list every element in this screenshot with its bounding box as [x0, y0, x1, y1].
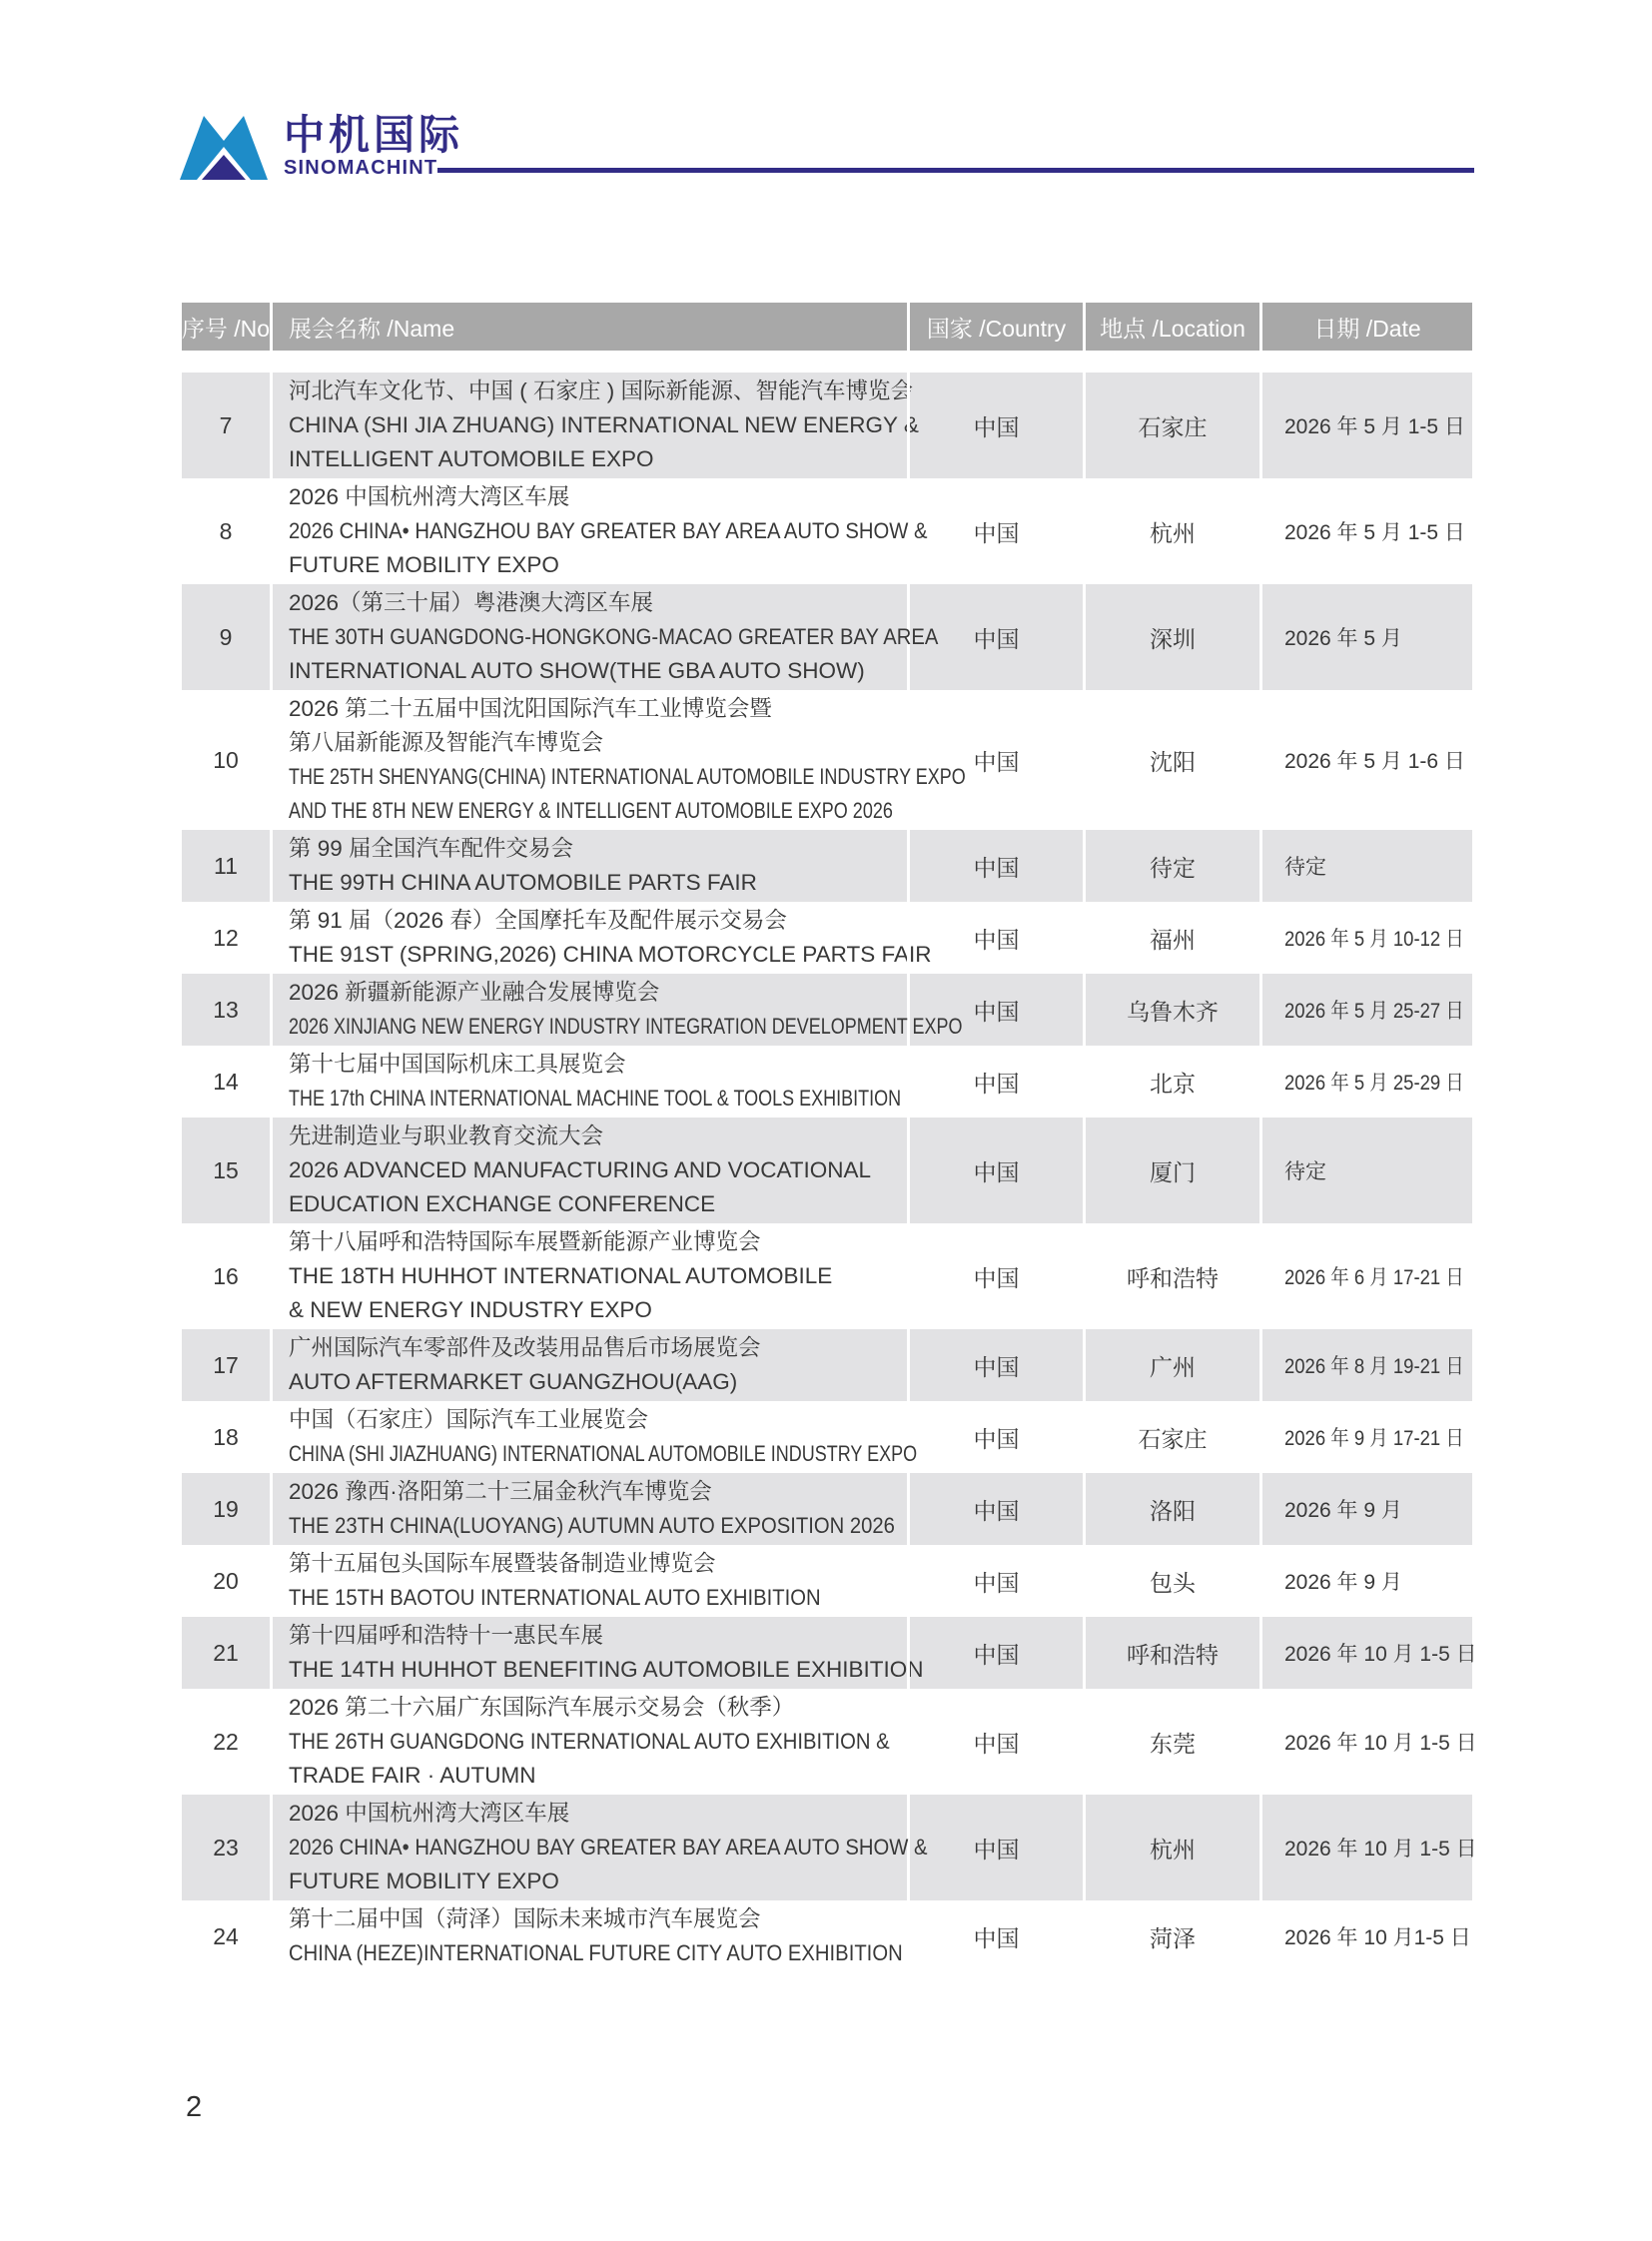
row-location: 北京	[1083, 1046, 1259, 1118]
row-country: 中国	[907, 974, 1083, 1046]
name-line: 第十四届呼和浩特十一惠民车展	[289, 1623, 604, 1648]
row-date: 待定	[1259, 1118, 1472, 1223]
name-line: AND THE 8TH NEW ENERGY & INTELLIGENT AUTOMOBILE EXPO 2026	[289, 798, 893, 823]
row-location: 杭州	[1083, 1795, 1259, 1900]
row-location: 广州	[1083, 1329, 1259, 1401]
row-date: 2026 年 10 月 1-5 日	[1259, 1617, 1472, 1689]
name-line: 2026 CHINA• HANGZHOU BAY GREATER BAY AREA AUTO SHOW &	[289, 518, 928, 543]
row-name	[270, 373, 919, 478]
row-no: 17	[213, 1351, 239, 1378]
row-country: 中国	[907, 830, 1083, 902]
row-no: 11	[214, 852, 238, 879]
row-country: 中国	[907, 1046, 1083, 1118]
row-date: 2026 年 10 月 1-5 日	[1259, 1795, 1472, 1900]
name-line: 2026 中国杭州湾大湾区车展	[289, 484, 570, 509]
name-line: 第 91 届（2026 春）全国摩托车及配件展示交易会	[289, 908, 787, 933]
row-name	[270, 1329, 907, 1401]
row-country: 中国	[907, 690, 1083, 830]
row-name	[270, 830, 907, 902]
name-line: THE 30TH GUANGDONG-HONGKONG-MACAO GREATER BAY AREA	[289, 624, 939, 649]
row-date: 2026 年 5 月 1-6 日	[1259, 690, 1472, 830]
row-date: 2026 年 5 月 25-29 日	[1259, 1046, 1472, 1118]
name-line: 先进制造业与职业教育交流大会	[289, 1123, 604, 1148]
table-row	[182, 478, 1472, 584]
table-body	[182, 373, 1477, 1972]
row-country: 中国	[907, 1689, 1083, 1795]
name-line: 2026 XINJIANG NEW ENERGY INDUSTRY INTEGRATION DEVELOPMENT EXPO	[289, 1014, 963, 1039]
name-line: 第八届新能源及智能汽车博览会	[289, 730, 604, 755]
row-date: 2026 年 6 月 17-21 日	[1259, 1223, 1472, 1329]
row-name	[270, 1900, 907, 1972]
table-header-row	[182, 303, 1472, 351]
row-name	[270, 1401, 918, 1473]
name-line: THE 25TH SHENYANG(CHINA) INTERNATIONAL AUTOMOBILE INDUSTRY EXPO	[289, 764, 966, 789]
name-line: 广州国际汽车零部件及改装用品售后市场展览会	[289, 1335, 761, 1360]
row-no: 20	[213, 1567, 239, 1594]
name-line: 2026 第二十六届广东国际汽车展示交易会（秋季）	[289, 1695, 795, 1720]
row-location: 包头	[1083, 1545, 1259, 1617]
name-line: 2026 CHINA• HANGZHOU BAY GREATER BAY AREA AUTO SHOW &	[289, 1835, 928, 1860]
row-location: 福州	[1083, 902, 1259, 974]
name-line: CHINA (SHI JIAZHUANG) INTERNATIONAL AUTOMOBILE INDUSTRY EXPO	[289, 1441, 918, 1466]
name-line: 2026（第三十届）粤港澳大湾区车展	[289, 590, 654, 615]
name-line: THE 14TH HUHHOT BENEFITING AUTOMOBILE EXHIBITION	[289, 1657, 924, 1682]
header-no: 序号 /No	[181, 315, 271, 342]
table-row	[182, 1118, 1472, 1223]
header-country: 国家 /Country	[907, 303, 1083, 351]
row-date: 2026 年 9 月	[1259, 1473, 1472, 1545]
name-line: CHINA (SHI JIA ZHUANG) INTERNATIONAL NEW ENERGY &	[289, 412, 919, 437]
row-name	[270, 1689, 907, 1795]
row-date: 2026 年 5 月 10-12 日	[1259, 902, 1472, 974]
name-line: CHINA (HEZE)INTERNATIONAL FUTURE CITY AUTO EXHIBITION	[289, 1940, 903, 1965]
row-location: 洛阳	[1083, 1473, 1259, 1545]
row-country: 中国	[907, 478, 1083, 584]
name-line: 第十二届中国（菏泽）国际未来城市汽车展览会	[289, 1906, 761, 1931]
table-row	[182, 974, 1472, 1046]
name-line: THE 26TH GUANGDONG INTERNATIONAL AUTO EXHIBITION &	[289, 1729, 890, 1754]
row-date: 2026 年 5 月 1-5 日	[1259, 478, 1472, 584]
row-date: 2026 年 9 月	[1259, 1545, 1472, 1617]
name-line: 第十七届中国国际机床工具展览会	[289, 1052, 626, 1077]
row-location: 深圳	[1083, 584, 1259, 690]
table-row	[182, 830, 1472, 902]
name-line: THE 17th CHINA INTERNATIONAL MACHINE TOOL & TOOLS EXHIBITION	[289, 1086, 902, 1111]
row-country: 中国	[907, 1473, 1083, 1545]
name-line: 第十八届呼和浩特国际车展暨新能源产业博览会	[289, 1229, 761, 1254]
exhibition-table	[181, 303, 1477, 1972]
name-line: 2026 第二十五届中国沈阳国际汽车工业博览会暨	[289, 696, 772, 721]
table-row	[182, 1689, 1477, 1795]
row-location: 待定	[1083, 830, 1259, 902]
row-no: 14	[213, 1068, 239, 1095]
name-line: FUTURE MOBILITY EXPO	[289, 1868, 559, 1893]
table-row	[182, 1900, 1472, 1972]
name-line: EDUCATION EXCHANGE CONFERENCE	[289, 1191, 716, 1216]
name-line: INTELLIGENT AUTOMOBILE EXPO	[289, 446, 654, 471]
brand-name-english: SINOMACHINT	[284, 157, 438, 179]
row-country: 中国	[907, 1329, 1083, 1401]
row-no: 18	[213, 1423, 239, 1450]
table-row	[182, 1046, 1472, 1118]
brand-header	[180, 114, 463, 180]
header-rule-line	[437, 168, 1474, 173]
row-no: 10	[213, 746, 239, 773]
name-line: 河北汽车文化节、中国 ( 石家庄 ) 国际新能源、智能汽车博览会	[289, 378, 913, 403]
name-line: FUTURE MOBILITY EXPO	[289, 552, 559, 577]
table-row	[182, 1795, 1477, 1900]
row-location: 呼和浩特	[1083, 1223, 1259, 1329]
table-row	[182, 1617, 1477, 1689]
row-date: 2026 年 9 月 17-21 日	[1259, 1401, 1472, 1473]
name-line: 中国（石家庄）国际汽车工业展览会	[289, 1407, 649, 1432]
row-date: 2026 年 8 月 19-21 日	[1259, 1329, 1472, 1401]
row-name	[270, 1795, 928, 1900]
row-country: 中国	[907, 1900, 1083, 1972]
row-name	[270, 584, 939, 690]
table-row	[182, 373, 1472, 478]
row-location: 沈阳	[1083, 690, 1259, 830]
table-row	[182, 1473, 1472, 1545]
row-country: 中国	[907, 1545, 1083, 1617]
row-name	[270, 1118, 907, 1223]
row-country: 中国	[907, 902, 1083, 974]
name-line: THE 15TH BAOTOU INTERNATIONAL AUTO EXHIBITION	[289, 1585, 821, 1610]
table-row	[182, 584, 1472, 690]
row-date: 待定	[1259, 830, 1472, 902]
row-name	[270, 1473, 907, 1545]
name-line: THE 91ST (SPRING,2026) CHINA MOTORCYCLE PARTS FAIR	[289, 942, 932, 967]
row-location: 石家庄	[1083, 1401, 1259, 1473]
row-no: 16	[213, 1262, 239, 1289]
table-row	[182, 1401, 1472, 1473]
row-location: 厦门	[1083, 1118, 1259, 1223]
name-line: 2026 豫西·洛阳第二十三届金秋汽车博览会	[289, 1479, 712, 1504]
row-no: 12	[213, 924, 239, 951]
name-line: TRADE FAIR · AUTUMN	[289, 1763, 536, 1788]
row-country: 中国	[907, 1617, 1083, 1689]
row-date: 2026 年 5 月 25-27 日	[1259, 974, 1472, 1046]
row-no: 19	[213, 1495, 239, 1522]
table-row	[182, 1329, 1472, 1401]
row-name	[270, 690, 966, 830]
name-line: THE 18TH HUHHOT INTERNATIONAL AUTOMOBILE	[289, 1263, 833, 1288]
row-name	[270, 1545, 907, 1617]
name-line: THE 23TH CHINA(LUOYANG) AUTUMN AUTO EXPOSITION 2026	[289, 1513, 895, 1538]
row-name	[270, 1617, 924, 1689]
header-date: 日期 /Date	[1259, 303, 1472, 351]
row-no: 7	[219, 411, 233, 438]
row-country: 中国	[907, 1223, 1083, 1329]
table-row	[182, 1223, 1472, 1329]
row-no: 24	[213, 1922, 239, 1949]
name-line: & NEW ENERGY INDUSTRY EXPO	[289, 1297, 652, 1322]
table-row	[182, 1545, 1472, 1617]
name-line: 第 99 届全国汽车配件交易会	[289, 836, 574, 861]
row-no: 9	[219, 623, 233, 650]
row-country: 中国	[907, 1795, 1083, 1900]
table-row	[182, 902, 1472, 974]
name-line: 第十五届包头国际车展暨装备制造业博览会	[289, 1551, 716, 1576]
brand-text	[284, 114, 463, 179]
row-name	[270, 1046, 907, 1118]
row-no: 8	[219, 517, 233, 544]
row-date: 2026 年 10 月1-5 日	[1259, 1900, 1472, 1972]
row-no: 23	[213, 1834, 239, 1861]
row-country: 中国	[907, 373, 1083, 478]
row-country: 中国	[907, 1118, 1083, 1223]
row-name	[270, 902, 932, 974]
row-name	[270, 478, 928, 584]
row-name	[270, 974, 963, 1046]
row-no: 21	[213, 1639, 239, 1666]
row-no: 13	[213, 996, 239, 1023]
row-no: 22	[213, 1728, 239, 1755]
row-country: 中国	[907, 584, 1083, 690]
row-no: 15	[213, 1156, 239, 1183]
name-line: 2026 中国杭州湾大湾区车展	[289, 1801, 570, 1826]
row-date: 2026 年 5 月	[1259, 584, 1472, 690]
row-location: 呼和浩特	[1083, 1617, 1259, 1689]
name-line: THE 99TH CHINA AUTOMOBILE PARTS FAIR	[289, 870, 757, 895]
row-location: 东莞	[1083, 1689, 1259, 1795]
brand-name-chinese: 中机国际	[284, 112, 463, 158]
row-location: 菏泽	[1083, 1900, 1259, 1972]
row-date: 2026 年 5 月 1-5 日	[1259, 373, 1472, 478]
table-row	[182, 690, 1472, 830]
header-location: 地点 /Location	[1083, 303, 1259, 351]
row-location: 石家庄	[1083, 373, 1259, 478]
header-name: 展会名称 /Name	[270, 303, 907, 351]
page-number: 2	[186, 2091, 203, 2123]
name-line: AUTO AFTERMARKET GUANGZHOU(AAG)	[289, 1369, 738, 1394]
row-date: 2026 年 10 月 1-5 日	[1259, 1689, 1472, 1795]
row-location: 杭州	[1083, 478, 1259, 584]
sinomachint-logo-icon	[180, 114, 268, 180]
name-line: 2026 新疆新能源产业融合发展博览会	[289, 980, 660, 1005]
name-line: INTERNATIONAL AUTO SHOW(THE GBA AUTO SHOW)	[289, 658, 865, 683]
name-line: 2026 ADVANCED MANUFACTURING AND VOCATIONAL	[289, 1157, 872, 1182]
row-name	[270, 1223, 907, 1329]
row-location: 乌鲁木齐	[1083, 974, 1259, 1046]
row-country: 中国	[907, 1401, 1083, 1473]
